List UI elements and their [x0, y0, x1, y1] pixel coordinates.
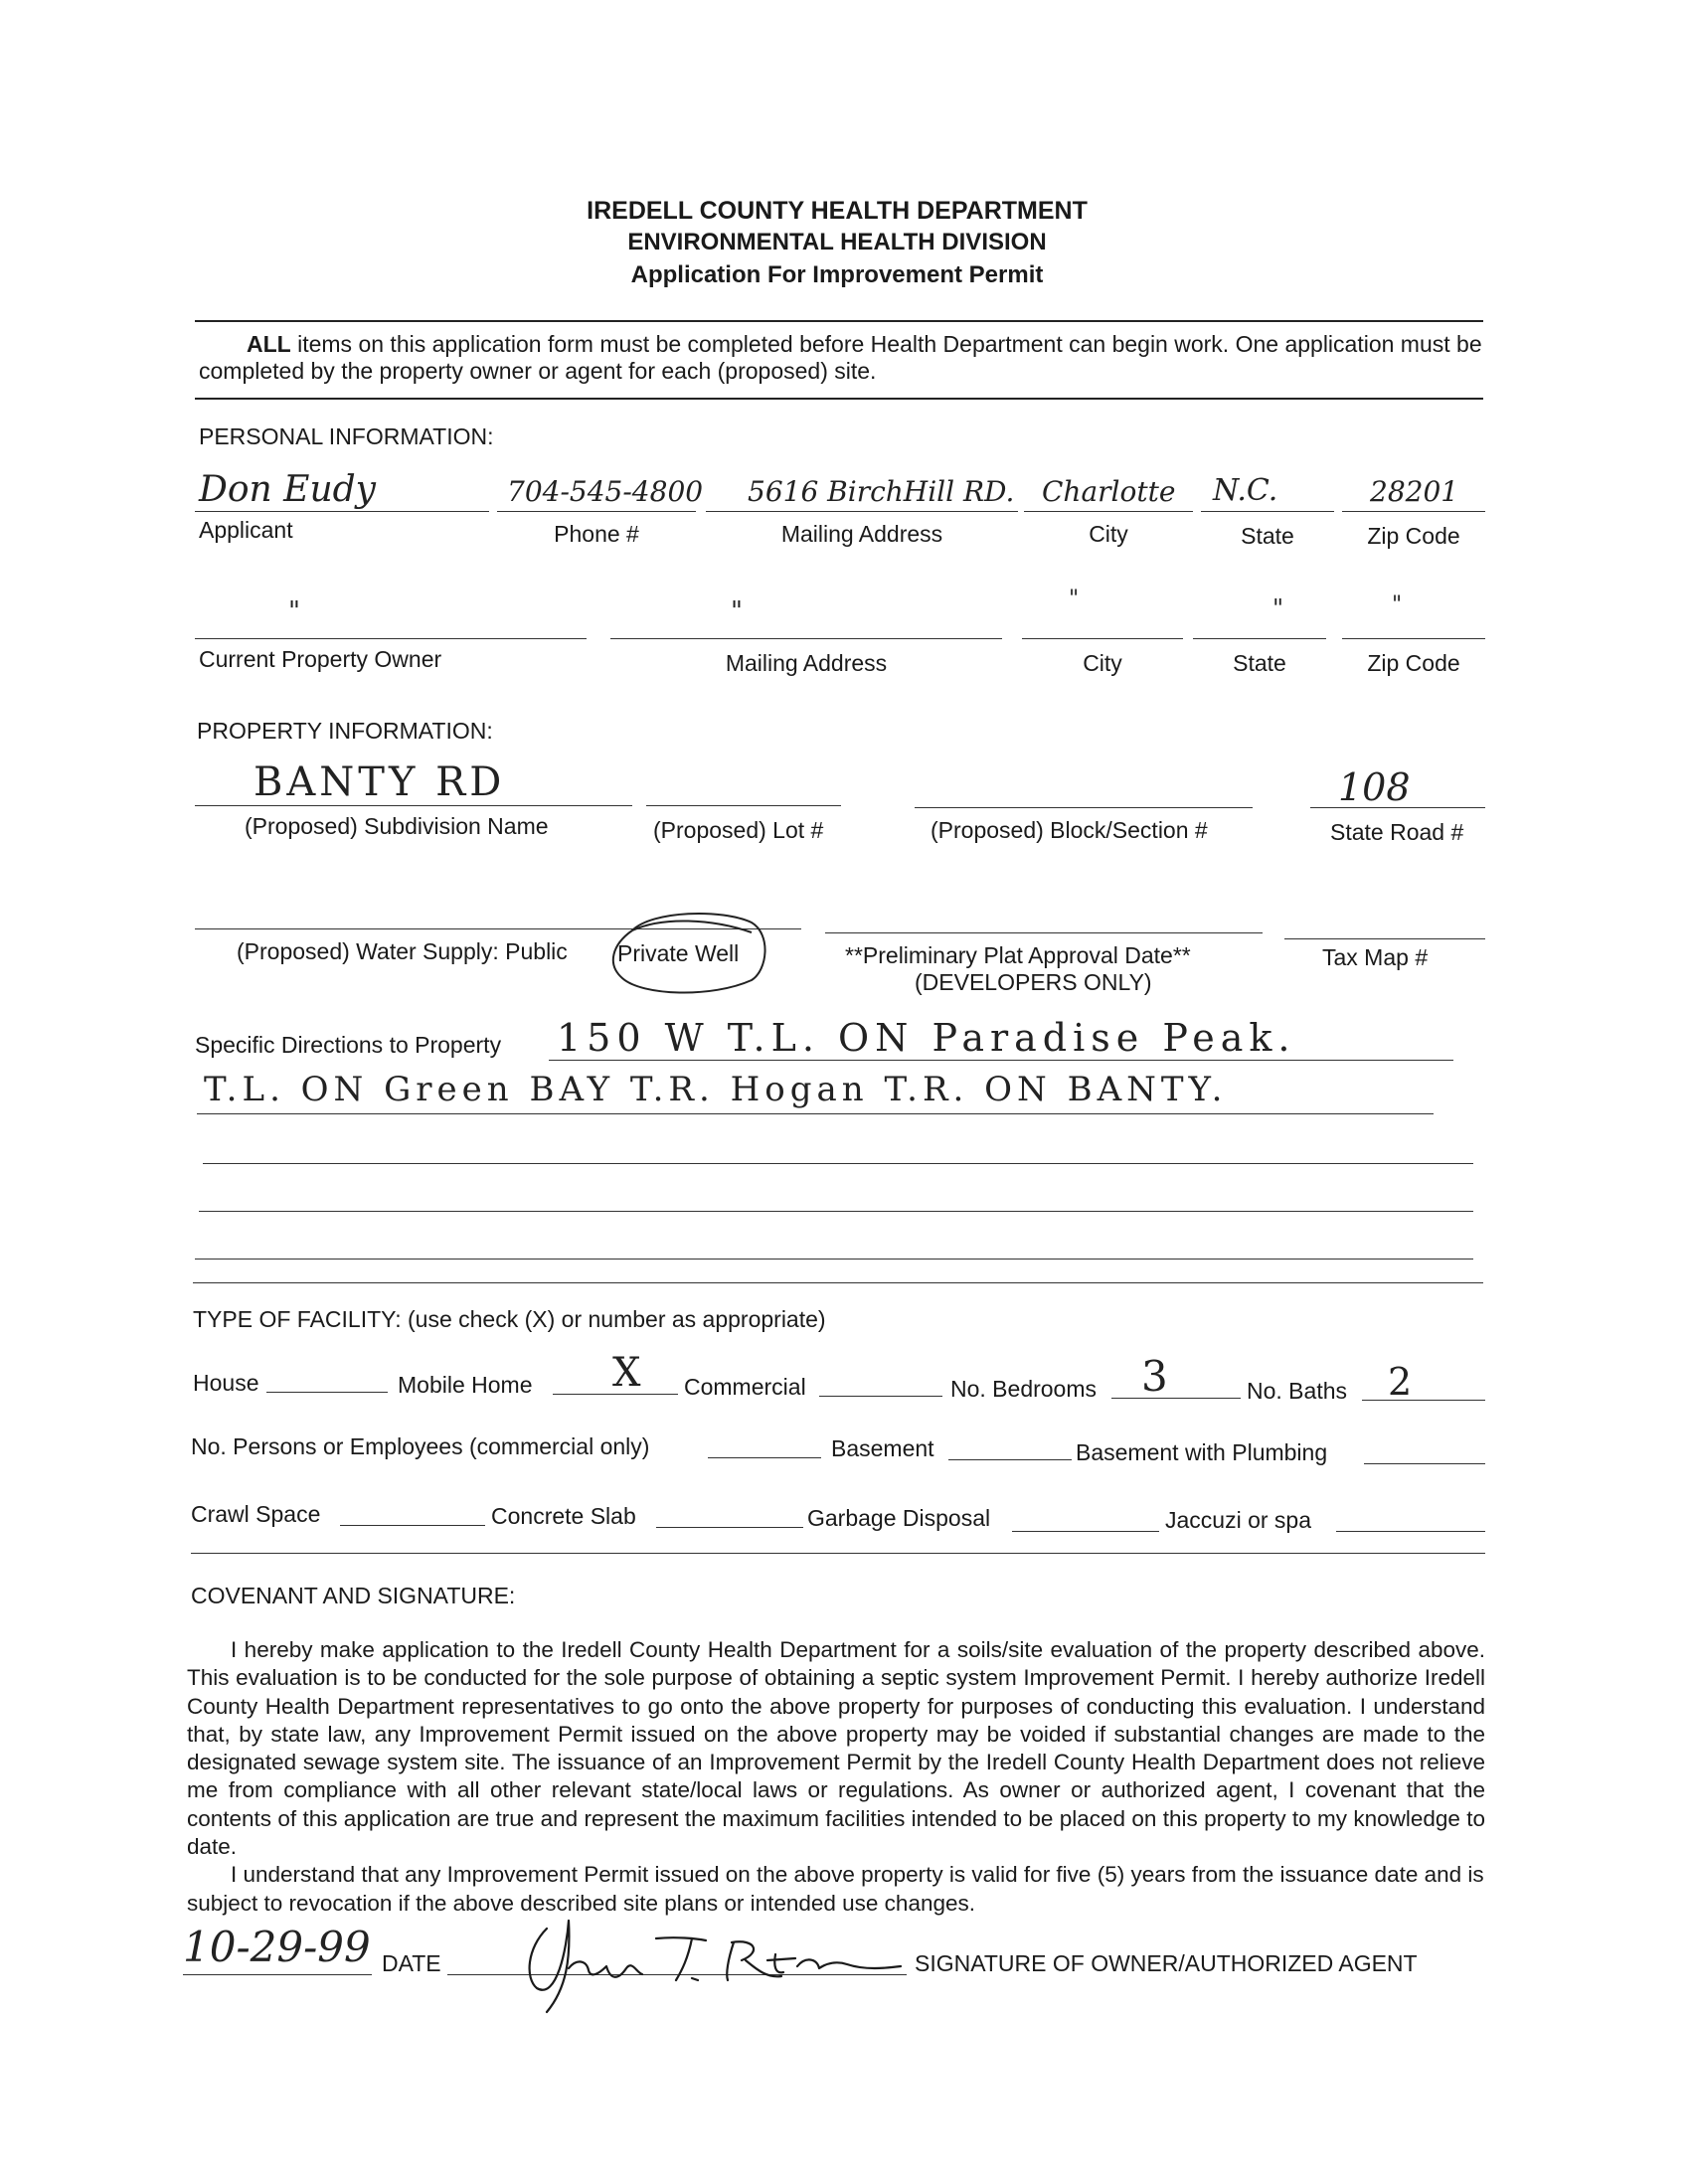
- directions-line1[interactable]: 150 W T.L. ON Paradise Peak.: [557, 1016, 1296, 1060]
- owner-zip-label: Zip Code: [1367, 650, 1460, 676]
- bedrooms-line: [1111, 1398, 1241, 1399]
- mailing-value[interactable]: 5616 BirchHill RD.: [748, 475, 1015, 508]
- owner-zip-line: [1342, 638, 1485, 639]
- taxmap-label: Tax Map #: [1322, 944, 1429, 970]
- covenant-text: [187, 1636, 1485, 1918]
- directions-rule-4: [199, 1211, 1473, 1212]
- zip-value[interactable]: 28201: [1370, 475, 1459, 508]
- concrete-slab-label: Concrete Slab: [491, 1503, 636, 1529]
- plat-sub-label: (DEVELOPERS ONLY): [915, 969, 1152, 995]
- signature-scribble[interactable]: [507, 1909, 905, 2018]
- taxmap-line: [1284, 938, 1485, 939]
- personal-heading: PERSONAL INFORMATION:: [199, 423, 494, 449]
- covenant-paragraph-2: I understand that any Improvement Permit issued on the above property is valid for five (5) years from the issuance date and is subject to revocation if the above described site plans or intended use changes.: [187, 1862, 1484, 1916]
- applicant-label: Applicant: [199, 517, 293, 543]
- owner-mailing-line: [610, 638, 1002, 639]
- directions-rule-1: [549, 1060, 1453, 1061]
- directions-rule-3: [203, 1163, 1473, 1164]
- city-line: [1024, 511, 1193, 512]
- owner-line: [195, 638, 587, 639]
- signature-label: SIGNATURE OF OWNER/AUTHORIZED AGENT: [915, 1950, 1418, 1976]
- owner-mailing-label: Mailing Address: [725, 650, 888, 676]
- covenant-paragraph-1: I hereby make application to the Iredell County Health Department for a soils/site evaluation of the property described above. This evaluation is to be conducted for the sole purpose of obtaining a septic system Improvement Permit. I hereby authorize Iredell County Health Department representatives to go onto the above property for purposes of conducting this evaluation. I understand that, by state law, any Improvement Permit issued on the above property may be voided if substantial changes are made to the designated sewage system site. The issuance of an Improvement Permit by the Iredell County Health Department does not relieve me from compliance with all other relevant state/local laws or regulations. As owner or authorized agent, I covenant that the contents of this application are true and represent the maximum facilities intended to be placed on this property to my knowledge to date.: [187, 1637, 1485, 1860]
- property-heading: PROPERTY INFORMATION:: [197, 718, 493, 744]
- crawl-space-line: [340, 1525, 485, 1526]
- mobile-home-label: Mobile Home: [398, 1372, 533, 1398]
- jacuzzi-line: [1336, 1531, 1485, 1532]
- basement-line: [948, 1459, 1072, 1460]
- garbage-disposal-label: Garbage Disposal: [807, 1505, 991, 1531]
- directions-rule-2: [197, 1113, 1434, 1114]
- facility-bottom-rule: [191, 1553, 1485, 1554]
- house-line: [266, 1392, 388, 1393]
- zip-line: [1342, 511, 1485, 512]
- owner-state-line: [1193, 638, 1326, 639]
- owner-city-label: City: [1083, 650, 1122, 676]
- division-title: ENVIRONMENTAL HEALTH DIVISION: [627, 229, 1047, 255]
- owner-state-value[interactable]: ": [1272, 594, 1284, 622]
- bedrooms-label: No. Bedrooms: [950, 1376, 1098, 1402]
- phone-line: [497, 511, 696, 512]
- persons-label: No. Persons or Employees (commercial only): [191, 1433, 650, 1459]
- city-label: City: [1089, 521, 1128, 547]
- baths-label: No. Baths: [1247, 1378, 1347, 1404]
- road-value[interactable]: 108: [1338, 765, 1411, 809]
- lot-label: (Proposed) Lot #: [653, 817, 824, 843]
- private-well-circle: [602, 901, 771, 996]
- owner-mailing-value[interactable]: ": [731, 596, 743, 626]
- phone-label: Phone #: [554, 521, 639, 547]
- subdivision-label: (Proposed) Subdivision Name: [245, 813, 549, 839]
- facility-heading: TYPE OF FACILITY: (use check (X) or number as appropriate): [193, 1306, 826, 1332]
- crawl-space-label: Crawl Space: [191, 1501, 321, 1527]
- basement-plumbing-label: Basement with Plumbing: [1076, 1439, 1328, 1465]
- commercial-line: [819, 1396, 942, 1397]
- water-private-well[interactable]: Private Well: [617, 940, 740, 966]
- garbage-disposal-line: [1012, 1531, 1159, 1532]
- state-value[interactable]: N.C.: [1213, 473, 1278, 508]
- form-title: Application For Improvement Permit: [630, 261, 1044, 288]
- covenant-heading: COVENANT AND SIGNATURE:: [191, 1583, 516, 1608]
- department-title: IREDELL COUNTY HEALTH DEPARTMENT: [587, 197, 1088, 225]
- date-line: [183, 1974, 372, 1975]
- road-label: State Road #: [1330, 819, 1464, 845]
- intro-rule: [195, 398, 1483, 400]
- house-label: House: [193, 1370, 259, 1396]
- lot-line: [646, 805, 841, 806]
- state-label: State: [1241, 523, 1294, 549]
- block-label: (Proposed) Block/Section #: [931, 817, 1208, 843]
- water-label: (Proposed) Water Supply: Public: [237, 938, 568, 964]
- plat-line: [825, 932, 1263, 933]
- header-rule: [195, 320, 1483, 322]
- owner-zip-value[interactable]: ": [1392, 592, 1403, 617]
- phone-value[interactable]: 704-545-4800: [507, 475, 704, 508]
- owner-city-value[interactable]: ": [1069, 587, 1080, 611]
- baths-line: [1362, 1400, 1485, 1401]
- date-value[interactable]: 10-29-99: [183, 1923, 371, 1971]
- owner-state-label: State: [1233, 650, 1286, 676]
- basement-plumbing-line: [1364, 1463, 1485, 1464]
- directions-rule-5: [195, 1259, 1473, 1260]
- directions-label: Specific Directions to Property: [195, 1032, 502, 1058]
- intro-rest: items on this application form must be completed before Health Department can begin work. One application must be completed by the property owner or agent for each (proposed) site.: [199, 331, 1482, 384]
- directions-rule-6: [193, 1282, 1483, 1283]
- subdivision-value[interactable]: BANTY RD: [254, 759, 506, 805]
- date-label: DATE: [382, 1950, 441, 1976]
- zip-label: Zip Code: [1367, 523, 1460, 549]
- mailing-label: Mailing Address: [780, 521, 943, 547]
- commercial-label: Commercial: [684, 1374, 806, 1400]
- plat-label: **Preliminary Plat Approval Date**: [845, 942, 1191, 968]
- road-line: [1310, 807, 1485, 808]
- block-line: [915, 807, 1253, 808]
- owner-label: Current Property Owner: [199, 646, 442, 672]
- bedrooms-value[interactable]: 3: [1141, 1352, 1168, 1401]
- jacuzzi-label: Jaccuzi or spa: [1165, 1507, 1312, 1533]
- applicant-value[interactable]: Don Eudy: [199, 469, 377, 510]
- baths-value[interactable]: 2: [1388, 1360, 1413, 1404]
- owner-value[interactable]: ": [288, 596, 300, 626]
- intro-bold: ALL: [247, 331, 291, 357]
- state-line: [1201, 511, 1334, 512]
- directions-line2[interactable]: T.L. ON Green BAY T.R. Hogan T.R. ON BANTY.: [204, 1070, 1228, 1109]
- city-value[interactable]: Charlotte: [1042, 475, 1176, 508]
- persons-line: [708, 1457, 821, 1458]
- applicant-line: [195, 511, 489, 512]
- owner-city-line: [1022, 638, 1183, 639]
- intro-text: [199, 331, 1483, 385]
- subdivision-line: [195, 805, 632, 806]
- concrete-slab-line: [656, 1527, 803, 1528]
- mailing-line: [706, 511, 1018, 512]
- mobile-home-value[interactable]: X: [612, 1350, 641, 1396]
- basement-label: Basement: [831, 1435, 934, 1461]
